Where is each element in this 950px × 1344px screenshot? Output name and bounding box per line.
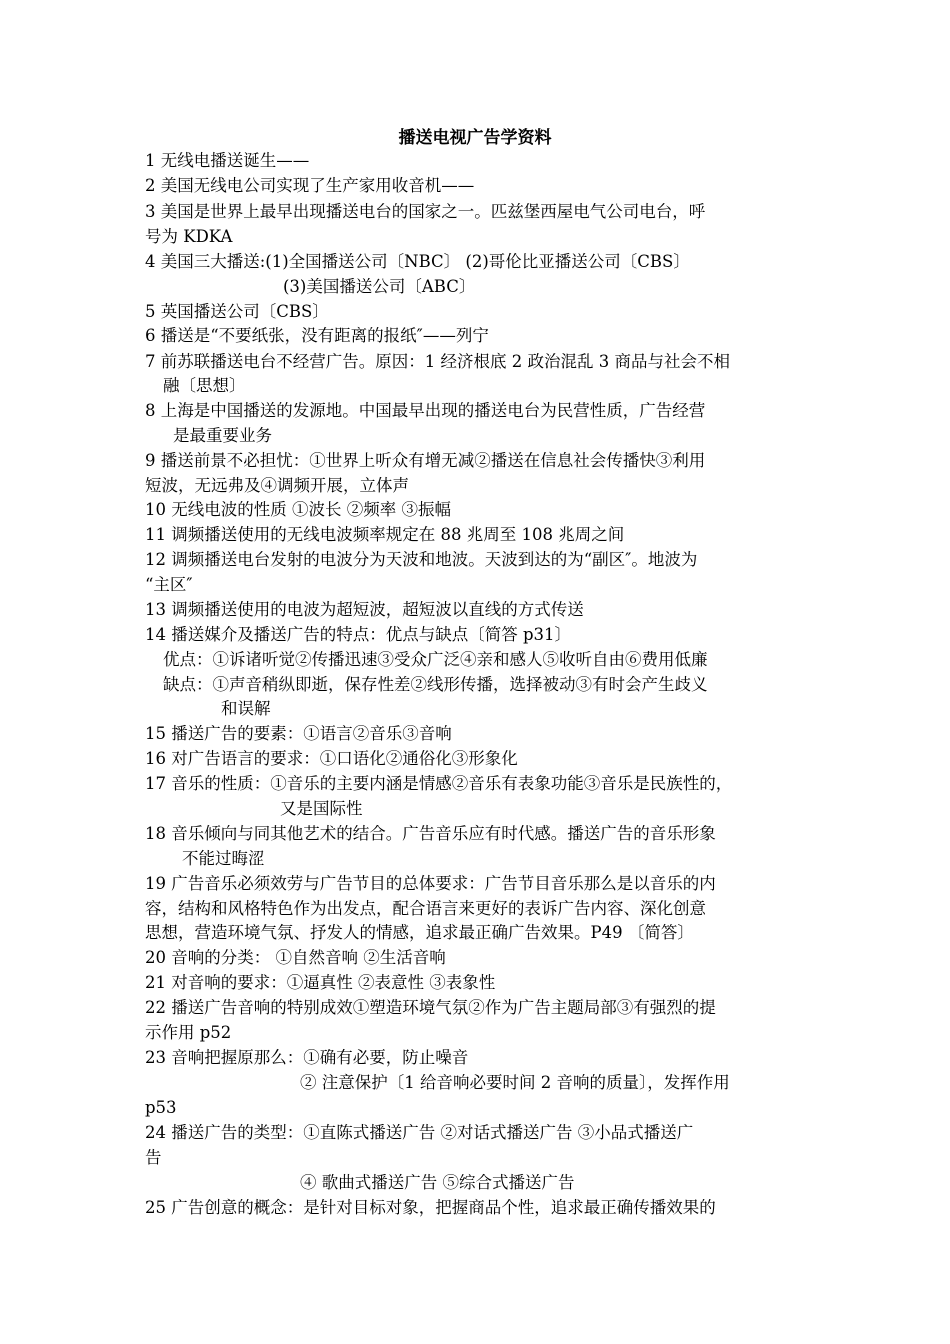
text-line: 5 英国播送公司〔CBS〕 bbox=[145, 302, 329, 321]
text-line: 10 无线电波的性质 ①波长 ②频率 ③振幅 bbox=[145, 500, 451, 519]
text-line: 示作用 p52 bbox=[145, 1023, 232, 1042]
document-title: 播送电视广告学资料 bbox=[398, 128, 552, 148]
text-line: p53 bbox=[145, 1098, 177, 1117]
text-line: 14 播送媒介及播送广告的特点：优点与缺点〔简答 p31〕 bbox=[145, 625, 572, 644]
text-line: 1 无线电播送诞生—— bbox=[145, 151, 310, 170]
text-line: 告 bbox=[145, 1148, 162, 1167]
text-line: 又是国际性 bbox=[280, 799, 363, 818]
text-line: 短波，无远弗及④调频开展，立体声 bbox=[145, 476, 409, 495]
text-line: 19 广告音乐必须效劳与广告节目的总体要求：广告节目音乐那么是以音乐的内 bbox=[145, 874, 716, 893]
text-line: 20 音响的分类： ①自然音响 ②生活音响 bbox=[145, 948, 446, 967]
text-line: 25 广告创意的概念：是针对目标对象，把握商品个性，追求最正确传播效果的 bbox=[145, 1198, 716, 1217]
text-line: 15 播送广告的要素：①语言②音乐③音响 bbox=[145, 724, 452, 743]
text-line: 4 美国三大播送:(1)全国播送公司〔NBC〕 (2)哥伦比亚播送公司〔CBS〕 bbox=[145, 252, 690, 271]
text-line: 融〔思想〕 bbox=[163, 376, 246, 395]
text-line: 9 播送前景不必担忧：①世界上听众有增无减②播送在信息社会传播快③利用 bbox=[145, 451, 706, 470]
text-line: ② 注意保护〔1 给音响必要时间 2 音响的质量〕，发挥作用 bbox=[300, 1073, 730, 1092]
text-line: 16 对广告语言的要求：①口语化②通俗化③形象化 bbox=[145, 749, 518, 768]
text-line: 2 美国无线电公司实现了生产家用收音机—— bbox=[145, 176, 475, 195]
text-line: 13 调频播送使用的电波为超短波，超短波以直线的方式传送 bbox=[145, 600, 584, 619]
text-line: (3)美国播送公司〔ABC〕 bbox=[283, 277, 476, 296]
text-line: 不能过晦涩 bbox=[182, 849, 265, 868]
text-line: 21 对音响的要求：①逼真性 ②表意性 ③表象性 bbox=[145, 973, 496, 992]
text-line: ④ 歌曲式播送广告 ⑤综合式播送广告 bbox=[300, 1173, 575, 1192]
text-line: “主区″ bbox=[145, 575, 193, 594]
text-line: 22 播送广告音响的特别成效①塑造环境气氛②作为广告主题局部③有强烈的提 bbox=[145, 998, 716, 1017]
text-line: 缺点：①声音稍纵即逝，保存性差②线形传播，选择被动③有时会产生歧义 bbox=[163, 675, 708, 694]
text-line: 号为 KDKA bbox=[145, 227, 233, 246]
text-line: 容，结构和风格特色作为出发点，配合语言来更好的表诉广告内容、深化创意 bbox=[145, 899, 706, 918]
text-line: 优点：①诉诸听觉②传播迅速③受众广泛④亲和感人⑤收听自由⑥费用低廉 bbox=[163, 650, 708, 669]
text-line: 24 播送广告的类型：①直陈式播送广告 ②对话式播送广告 ③小品式播送广 bbox=[145, 1123, 694, 1142]
text-line: 3 美国是世界上最早出现播送电台的国家之一。匹兹堡西屋电气公司电台，呼 bbox=[145, 202, 706, 221]
text-line: 17 音乐的性质：①音乐的主要内涵是情感②音乐有表象功能③音乐是民族性的， bbox=[145, 774, 733, 793]
text-line: 7 前苏联播送电台不经营广告。原因：1 经济根底 2 政治混乱 3 商品与社会不相 bbox=[145, 352, 730, 371]
text-line: 思想，营造环境气氛、抒发人的情感，追求最正确广告效果。P49 〔简答〕 bbox=[145, 923, 694, 942]
text-line: 11 调频播送使用的无线电波频率规定在 88 兆周至 108 兆周之间 bbox=[145, 525, 625, 544]
text-line: 18 音乐倾向与同其他艺术的结合。广告音乐应有时代感。播送广告的音乐形象 bbox=[145, 824, 716, 843]
text-line: 是最重要业务 bbox=[173, 426, 272, 445]
text-line: 8 上海是中国播送的发源地。中国最早出现的播送电台为民营性质，广告经营 bbox=[145, 401, 706, 420]
text-line: 和误解 bbox=[221, 699, 271, 718]
text-line: 12 调频播送电台发射的电波分为天波和地波。天波到达的为“副区″。地波为 bbox=[145, 550, 698, 569]
text-line: 23 音响把握原那么：①确有必要，防止噪音 bbox=[145, 1048, 469, 1067]
text-line: 6 播送是“不要纸张，没有距离的报纸″——列宁 bbox=[145, 326, 489, 345]
